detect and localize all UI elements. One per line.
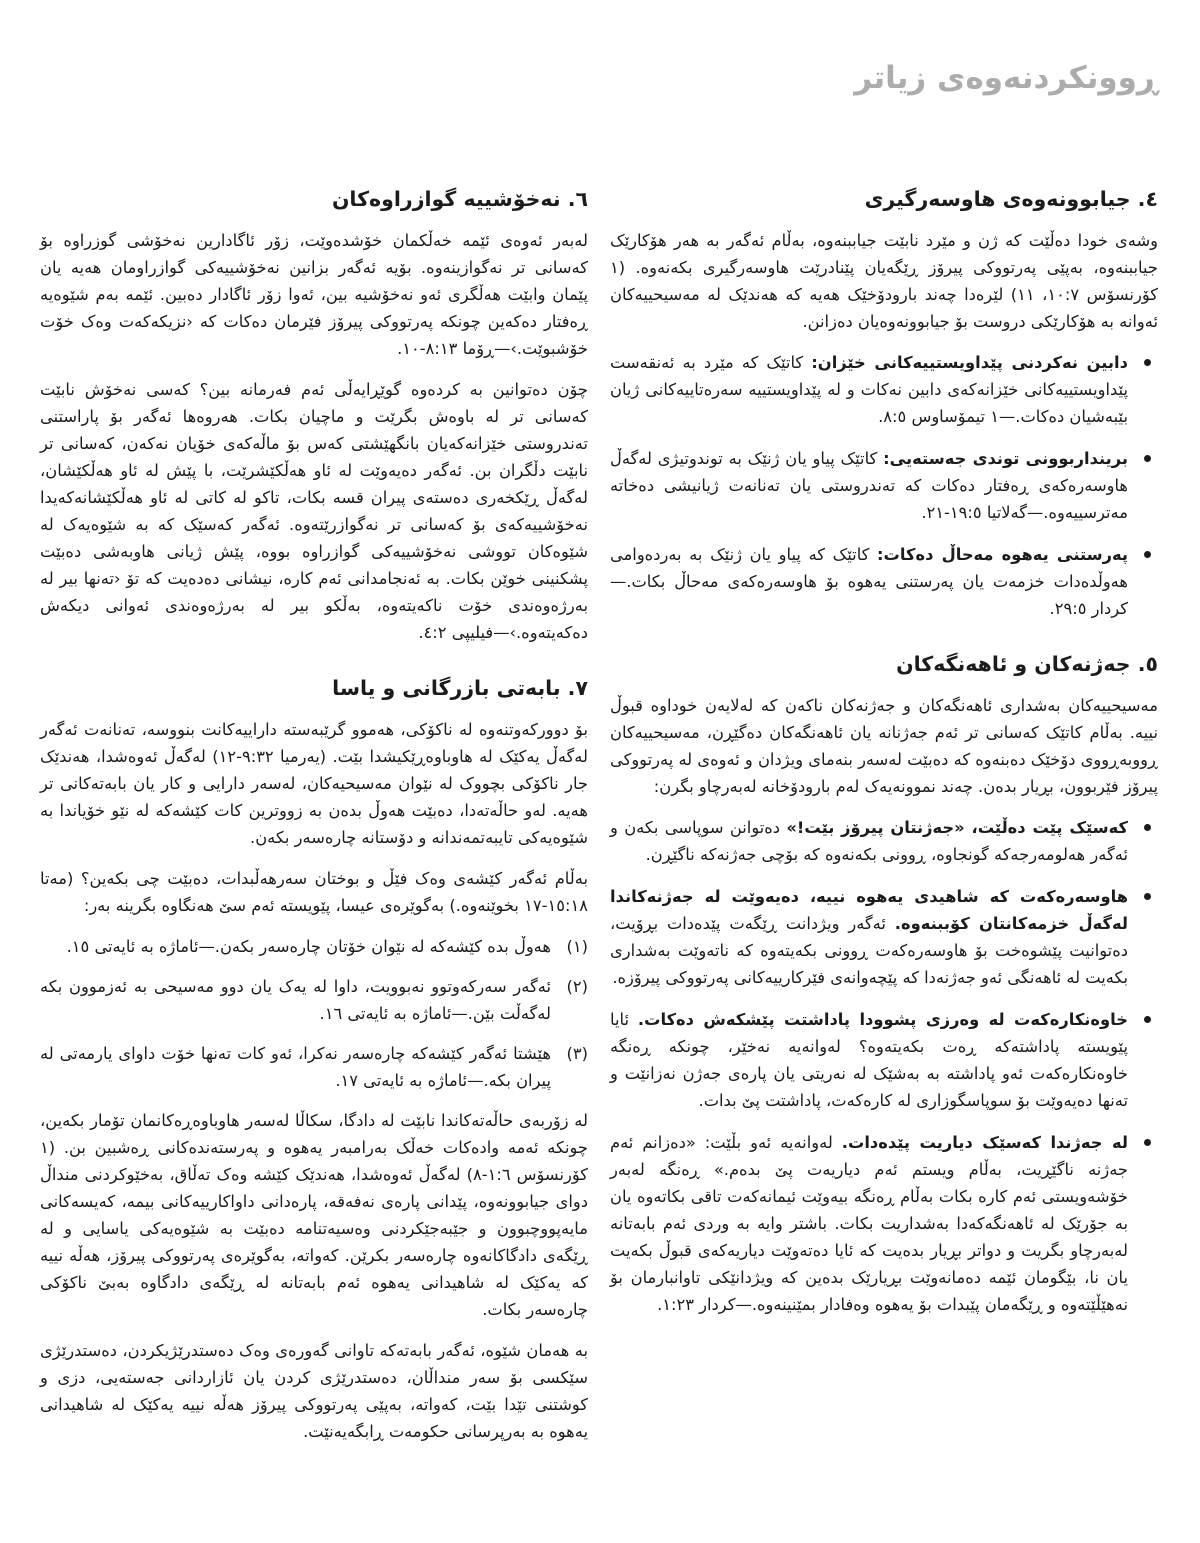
column-left xyxy=(40,186,588,1459)
bullet-text: ئەگەر ویژدانت ڕێگەت پێدەدات بڕۆیت، دەتوانیت پێشوەخت بۆ هاوسەرەکەت ڕوونی بکەیتەوە کە ناتەوێت بەشداری بکەیت لە ئاهەنگی ئەو جەژنەدا کە پێچەوانەی فێرکارییەکانی پەرتووکی پیرۆزە. xyxy=(610,914,1128,987)
section-5-bullet-2 xyxy=(610,883,1158,991)
page-title: ڕوونکردنەوەی زیاتر xyxy=(854,60,1158,96)
bullet-text: ئایا پێویستە پاداشتەکە ڕەت بکەیتەوە؟ لەوانەیە نەخێر، چونکە ڕەنگە خاوەنکارەکەت ئەو پاداشتە بە بەشێک لە نەریتی یان پارەی جەژن نەزانێت و تەنها دەیەوێت بۆ سوپاسگوزاری لە کارەکەت، پاداشتت پێ بدات. xyxy=(610,1010,1128,1110)
step-text: ئەگەر سەرکەوتوو نەبوویت، داوا لە یەک یان دوو مەسیحی بە ئەزموون بکە لەگەڵت بێن.—ئاماژە بە ئایەتی ١٦. xyxy=(40,977,551,1023)
bullet-text: کاتێک کە مێرد بە ئەنقەست پێداویستییەکانی خێزانەکەی دابین نەکات و لە پێداویستییە سەرەتاییەکانی ژیان بێبەشیان دەکات.—١ تیمۆساوس ٥‏:‏٨. xyxy=(610,353,1128,426)
bullet-dot-icon xyxy=(1144,359,1151,366)
section-7-step-1 xyxy=(40,933,588,960)
section-4-bullet-2 xyxy=(610,445,1158,526)
section-5-title: ٥. جەژنەکان و ئاهەنگەکان xyxy=(896,652,1158,676)
bullet-lead: خاوەنکارەکەت لە وەرزی پشوودا پاداشتت پێشکەش دەکات. xyxy=(637,1010,1128,1029)
bullet-dot-icon xyxy=(1144,455,1151,462)
step-text: هەوڵ بدە کێشەکە لە نێوان خۆتان چارەسەر بکەن.—ئاماژە بە ئایەتی ١٥. xyxy=(66,937,551,956)
bullet-text: دەتوانن سوپاسی بکەن و ئەگەر هەلومەرجەکە گونجاوە، ڕوونی بکەنەوە کە بۆچی جەژنەکە ناگێڕن. xyxy=(610,818,1128,864)
bullet-text: کاتێک کە پیاو یان ژنێک بە بەردەوامی هەوڵدەدات خزمەت یان پەرستنی یەهوە بۆ هاوسەرەکەی مەحاڵ بکات.—کردار ٥‏:‏٢٩. xyxy=(610,545,1128,618)
section-6-title: ٦. نەخۆشییە گوازراوەکان xyxy=(331,187,588,211)
step-number: (٣) xyxy=(566,1044,588,1063)
bullet-lead: دابین نەکردنی پێداویستییەکانی خێزان: xyxy=(811,353,1128,372)
step-number: (٢) xyxy=(566,977,588,996)
section-7-paragraph-3: لە زۆربەی حاڵەتەکاندا نابێت لە دادگا، سکاڵا لەسەر هاوباوەڕەکانمان تۆمار بکەین، چونکە ئەمە وادەکات خەڵک بەرامبەر یەهوە و پەرستەندەکانی ڕەشبین بن. (١ کۆرنسۆس ٦‏:‏١-٨) لەگەڵ ئەوەشدا، هەندێک کێشە وەک تەڵاق، بەخێوکردنی منداڵ دوای جیابوونەوە، پێدانی پارەی نەفەقە، پارەدانی داواکارییەکانی بیمە، کەیسەکانی مایەپووچبوون و جێبەجێکردنی وەسیەتنامە دەبێت بە شێوەیەکی یاسایی و لە ڕێگەی دادگاکانەوە چارەسەر بکرێن. کەواتە، بەگوێرەی پەرتووکی پیرۆز، هەڵە نییە کە یەکێک لە شاهیدانی یەهوە ئەم بابەتانە لە ڕێگەی دادگاوە بەبێ ناکۆکی چارەسەر بکات. xyxy=(40,1111,588,1319)
section-5-intro-paragraph: مەسیحییەکان بەشداری ئاهەنگەکان و جەژنەکان ناکەن کە لەلایەن خوداوە قبوڵ نییە. بەڵام کاتێک کەسانی تر ئەم جەژنانە یان ئاهەنگەکان دەگێڕن، مەسیحییەکان ڕووبەڕووی دۆخێک دەبنەوە کە دەبێت لەسەر بنەمای ویژدان و ئەوەی لە پەرتووکی پیرۆز فێربوون، بڕیار بدەن. چەند نموونەیەک لەم بارودۆخانە لەبەرچاو بگرن: xyxy=(610,696,1158,796)
section-5-bullet-1 xyxy=(610,814,1158,868)
section-4-intro-paragraph: وشەی خودا دەڵێت کە ژن و مێرد نابێت جیاببنەوە، بەڵام ئەگەر بە هەر هۆکارێک جیاببنەوە، بەپێی پەرتووکی پیرۆز ڕێگەیان پێنادرێت هاوسەرگیری بکەنەوە. (١ کۆرنسۆس ٧‏:‏١٠، ١١) لێرەدا چەند بارودۆخێک هەیە کە هەندێک لە مەسیحییەکان ئەوانە بە هۆکارێکی دروست بۆ جیابوونەوەیان دەزانن. xyxy=(610,231,1158,331)
bullet-dot-icon xyxy=(1144,1016,1151,1023)
section-7-step-2 xyxy=(40,973,588,1027)
bullet-dot-icon xyxy=(1144,551,1151,558)
section-7-step-3 xyxy=(40,1040,588,1094)
bullet-lead: هاوسەرەکەت کە شاهیدی یەهوە نییە، دەیەوێت لە جەژنەکاندا لەگەڵ خزمەکانتان کۆببنەوە. xyxy=(610,887,1128,933)
column-right xyxy=(610,186,1158,1333)
section-7-paragraph-4: بە هەمان شێوە، ئەگەر بابەتەکە تاوانی گەورەی وەک دەستدرێژیکردن، دەستدرێژی سێکسی بۆ سەر منداڵان، دەستدرێژی کردن یان ئازاردانی جەستەیی، دزی و کوشتنی تێدا بێت، کەواتە، بەپێی پەرتووکی پیرۆز هەڵە نییە یەکێک لە شاهیدانی یەهوە بە بەرپرسانی حکومەت ڕابگەیەنێت. xyxy=(40,1341,588,1441)
bullet-dot-icon xyxy=(1144,824,1151,831)
bullet-lead: کەسێک پێت دەڵێت، «جەژنتان پیرۆز بێت!» xyxy=(786,818,1128,837)
bullet-lead: لە جەژندا کەسێک دیاریت پێدەدات. xyxy=(841,1133,1128,1152)
section-7-paragraph-1: بۆ دوورکەوتنەوە لە ناکۆکی، هەموو گرێبەستە داراییەکانت بنووسە، تەنانەت ئەگەر لەگەڵ یەکێک لە هاوباوەڕێکیشدا بێت. (یەرمیا ٣٢‏:‏٩-١٢) لەگەڵ ئەوەشدا، هەندێک جار ناکۆکی بچووک لە نێوان مەسیحیەکان، لەسەر دارایی و کار یان بابەتەکانی تر هەیە. لەو حاڵەتەدا، دەبێت هەوڵ بدەن بە زووترین کات کێشەکە لە نێو خۆیاندا بە شێوەیەکی تایبەتمەندانە و دۆستانە چارەسەر بکەن. xyxy=(40,720,588,847)
bullet-dot-icon xyxy=(1144,1139,1151,1146)
section-7-paragraph-2: بەڵام ئەگەر کێشەی وەک فێڵ و بوختان سەرهەڵبدات، دەبێت چی بکەین؟ (مەتا ١٨‏:‏١٥-١٧ بخوێنەوە.) بەگوێرەی عیسا، پێویستە ئەم سێ هەنگاوە بگرینە بەر: xyxy=(40,869,588,915)
section-4-bullet-1 xyxy=(610,349,1158,430)
section-6-paragraph-1: لەبەر ئەوەی ئێمە خەڵکمان خۆشدەوێت، زۆر ئاگادارین نەخۆشی گوزراوە بۆ کەسانی تر نەگوازینەوە. بۆیە ئەگەر بزانین نەخۆشییەکی گوازراومان هەیە یان پێمان وابێت هەڵگری ئەو نەخۆشیە بین، ئەوا زۆر ئاگادار دەبین. ئێمە بەم شێوەیە ڕەفتار دەکەین چونکە پەرتووکی پیرۆز فێرمان دەکات کە ‹نزیکەکەت وەک خۆت خۆشبوێت.›—ڕۆما ١٣‏:‏٨-١٠. xyxy=(40,231,588,358)
section-7-title: ٧. بابەتی بازرگانی و یاسا xyxy=(332,676,588,700)
step-text: هێشتا ئەگەر کێشەکە چارەسەر نەکرا، ئەو کات تەنها خۆت داوای یارمەتی لە پیران بکە.—ئاماژە بە ئایەتی ١٧. xyxy=(40,1044,551,1090)
section-4-title: ٤. جیابوونەوەی هاوسەرگیری xyxy=(864,187,1158,211)
section-5-bullet-3 xyxy=(610,1006,1158,1114)
bullet-text: لەوانەیە ئەو بڵێت: «دەزانم ئەم جەژنە ناگێڕیت، بەڵام ویستم ئەم دیاریەت پێ بدەم.» ڕەنگە لەبەر خۆشەویستی ئەم کارە بکات بەڵام ڕەنگە بیەوێت ئیمانەکەت تاقی بکاتەوە یان بە جۆرێک لە ئاهەنگەکەدا بەشداریت بکات. باشتر وایە بە وردی ئەم بابەتانە لەبەرچاو بگریت و دواتر بڕیار بدەیت کە ئایا دەتەوێت دیاریەکەی قبوڵ بکەیت یان نا، بێگومان ئێمە دەمانەوێت بڕیارێک بدەین کە ویژدانێکی تاوانبارمان بۆ نەهێڵێتەوە و ڕێگەمان پێبدات بۆ یەهوە وەفادار بمێنینەوە.—کردار ٢٣‏:‏١. xyxy=(610,1133,1128,1314)
bullet-lead: برینداربوونی توندی جەستەیی: xyxy=(883,449,1128,468)
bullet-lead: پەرستنی یەهوە مەحاڵ دەکات: xyxy=(877,545,1128,564)
section-5-bullet-4 xyxy=(610,1129,1158,1318)
section-4-bullet-3 xyxy=(610,541,1158,622)
section-6-paragraph-2: چۆن دەتوانین بە کردەوە گوێڕایەڵی ئەم فەرمانە بین؟ کەسی نەخۆش نابێت کەسانی تر لە باوەش بگرێت و ماچیان بکات. هەروەها ئەگەر بۆ پاراستنی تەندروستی خێزانەکەیان بانگهێشتی کەس بۆ ماڵەکەی خۆیان نەکەن، کەسانی تر نابێت دڵگران بن. ئەگەر دەیەوێت لە ئاو هەڵکێشرێت، با پێش لە ئاو هەڵکێشان، لەگەڵ ڕێکخەری دەستەی پیران قسە بکات، تاکو لە کاتی لە ئاو هەڵکێشانەکەیدا نەخۆشییەکەی بۆ کەسانی تر نەگوازرێتەوە. ئەگەر کەسێک کە بە شێوەیەک لە شێوەکان تووشی نەخۆشییەکی گوازراوە بووە، پێش ژیانی هاوبەشی دەبێت پشکنینی خوێن بکات. بە ئەنجامدانی ئەم کارە، نیشانی دەدەیت کە تۆ ‹تەنها بیر لە بەرژەوەندی خۆت ناکەیتەوە، بەڵکو بیر لە بەرژەوەندی ئەوانی دیکەش دەکەیتەوە.›—فیلیپی ٢‏:‏٤. xyxy=(40,380,588,642)
step-number: (١) xyxy=(566,937,588,956)
bullet-dot-icon xyxy=(1144,893,1151,900)
bullet-text: کاتێک پیاو یان ژنێک بە توندوتیژی لەگەڵ هاوسەرەکەی ڕەفتار دەکات کە تەندروستی یان تەنانەت ژیانیشی دەخاتە مەترسییەوە.—گەلاتیا ٥‏:‏١٩-٢١. xyxy=(610,449,1128,522)
